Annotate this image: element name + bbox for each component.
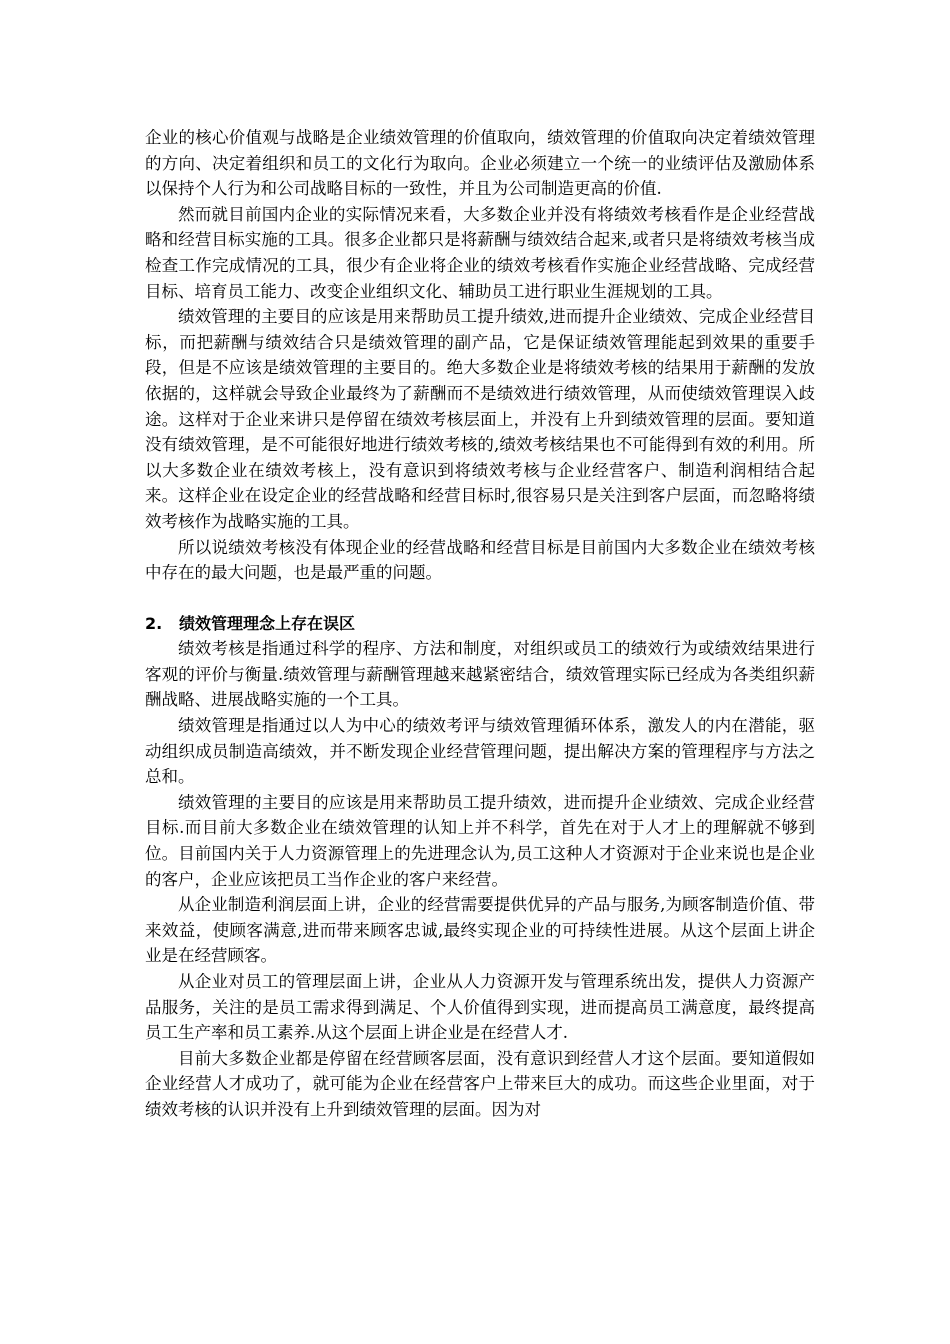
paragraph: 目前大多数企业都是停留在经营顾客层面，没有意识到经营人才这个层面。要知道假如企业经营人才成功了，就可能为企业在经营客户上带来巨大的成功。而这些企业里面，对于绩效考核的认识并没有上升到绩效管理的层面。因为对 [145, 1048, 815, 1119]
section-number: 2. [145, 613, 163, 633]
section-title: 绩效管理理念上存在误区 [179, 613, 356, 633]
paragraph: 然而就目前国内企业的实际情况来看，大多数企业并没有将绩效考核看作是企业经营战略和经营目标实施的工具。很多企业都只是将薪酬与绩效结合起来,或者只是将绩效考核当成检查工作完成情况的工具，很少有企业将企业的绩效考核看作实施企业经营战略、完成经营目标、培育员工能力、改变企业组织文化、辅助员工进行职业生涯规划的工具。 [145, 204, 815, 301]
section-heading [145, 611, 815, 637]
section-spacer [145, 586, 815, 611]
paragraph: 绩效管理的主要目的应该是用来帮助员工提升绩效,进而提升企业绩效、完成企业经营目标，而把薪酬与绩效结合只是绩效管理的副产品，它是保证绩效管理能起到效果的重要手段，但是不应该是绩效管理的主要目的。绝大多数企业是将绩效考核的结果用于薪酬的发放依据的，这样就会导致企业最终为了薪酬而不是绩效进行绩效管理，从而使绩效管理误入歧途。这样对于企业来讲只是停留在绩效考核层面上，并没有上升到绩效管理的层面。要知道没有绩效管理，是不可能很好地进行绩效考核的,绩效考核结果也不可能得到有效的利用。所以大多数企业在绩效考核上，没有意识到将绩效考核与企业经营客户、制造利润相结合起来。这样企业在设定企业的经营战略和经营目标时,很容易只是关注到客户层面，而忽略将绩效考核作为战略实施的工具。 [145, 307, 815, 531]
paragraph: 企业的核心价值观与战略是企业绩效管理的价值取向，绩效管理的价值取向决定着绩效管理的方向、决定着组织和员工的文化行为取向。企业必须建立一个统一的业绩评估及激励体系以保持个人行为和公司战略目标的一致性，并且为公司制造更高的价值. [145, 128, 815, 199]
paragraph: 从企业对员工的管理层面上讲，企业从人力资源开发与管理系统出发，提供人力资源产品服务，关注的是员工需求得到满足、个人价值得到实现，进而提高员工满意度，最终提高员工生产率和员工素养.从这个层面上讲企业是在经营人才. [145, 972, 815, 1043]
paragraph: 所以说绩效考核没有体现企业的经营战略和经营目标是目前国内大多数企业在绩效考核中存在的最大问题，也是最严重的问题。 [145, 537, 815, 583]
paragraph: 绩效管理的主要目的应该是用来帮助员工提升绩效，进而提升企业绩效、完成企业经营目标.而目前大多数企业在绩效管理的认知上并不科学，首先在对于人才上的理解就不够到位。目前国内关于人力资源管理上的先进理念认为,员工这种人才资源对于企业来说也是企业的客户，企业应该把员工当作企业的客户来经营。 [145, 792, 815, 889]
paragraph: 绩效考核是指通过科学的程序、方法和制度，对组织或员工的绩效行为或绩效结果进行客观的评价与衡量.绩效管理与薪酬管理越来越紧密结合，绩效管理实际已经成为各类组织薪酬战略、进展战略实施的一个工具。 [145, 639, 815, 710]
document-body [145, 125, 815, 1123]
paragraph: 绩效管理是指通过以人为中心的绩效考评与绩效管理循环体系，激发人的内在潜能，驱动组织成员制造高绩效，并不断发现企业经营管理问题，提出解决方案的管理程序与方法之总和。 [145, 716, 815, 787]
paragraph: 从企业制造利润层面上讲，企业的经营需要提供优异的产品与服务,为顾客制造价值、带来效益，使顾客满意,进而带来顾客忠诚,最终实现企业的可持续性进展。从这个层面上讲企业是在经营顾客。 [145, 895, 815, 966]
